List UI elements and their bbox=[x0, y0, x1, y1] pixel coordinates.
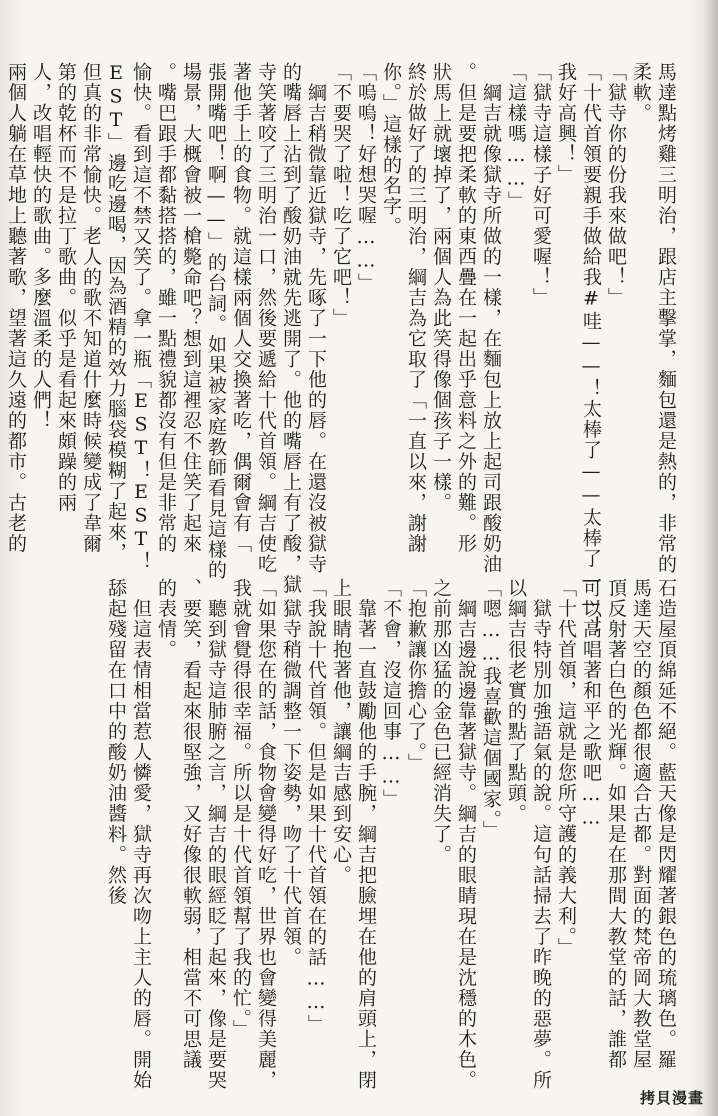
text-line: 可以高唱著和平之歌吧…… bbox=[580, 578, 602, 830]
text-line: 「不要哭了啦！吃了它吧！」 bbox=[330, 62, 352, 329]
text-line: 愉快。看到這不禁又笑了。拿一瓶「EST！EST！ bbox=[130, 62, 152, 572]
text-line: 聽到獄寺這肺腑之言，綱吉的眼經眨了起來，像是要哭 bbox=[205, 578, 227, 1091]
text-line: 「如果您在的話，食物會變得好吃，世界也會變得美麗， bbox=[255, 578, 277, 1091]
text-line: 「十代首領要親手做給我#哇——！太棒了——太棒了——！ bbox=[580, 62, 602, 637]
text-block-bottom bbox=[103, 578, 678, 1091]
text-line: 舔起殘留在口中的酸奶油醬料。然後 bbox=[105, 578, 127, 906]
text-line: 「嗚嗚！好想哭喔……」 bbox=[355, 62, 377, 294]
text-line: 場景，大概會被一槍斃命吧？想到這裡忍不住笑了起來 bbox=[180, 62, 202, 554]
text-line: 你。」這樣的名字。 bbox=[380, 62, 402, 237]
text-line: 的表情。 bbox=[155, 578, 177, 660]
text-line: 獄寺稍微調整一下姿勢，吻了十代首領。 bbox=[280, 578, 302, 968]
text-line: 石造屋頂綿延不絕。藍天像是閃耀著銀色的琉璃色。羅 bbox=[655, 578, 677, 1070]
text-line: EST」邊吃邊喝，因為酒精的效力腦袋模糊了起來， bbox=[105, 62, 127, 563]
text-line: 。嘴巴跟手都黏搭搭的，雖一點禮貌都沒有但是非常的 bbox=[155, 62, 177, 554]
text-line: 終於做好了的三明治，綱吉為它取了「一直以來，謝謝 bbox=[405, 62, 427, 554]
text-line: 綱吉稍微靠近獄寺，先啄了一下他的唇。在還沒被獄寺 bbox=[305, 62, 327, 575]
text-line: 柔軟。 bbox=[630, 62, 652, 124]
text-line: 綱吉邊說邊靠著獄寺。綱吉的眼睛現在是沈穩的木色。 bbox=[455, 578, 477, 1091]
text-line: 我好高興！」 bbox=[555, 62, 577, 185]
text-line: 張開嘴吧！啊——」的台詞。如果被家庭教師看見這樣的 bbox=[205, 62, 227, 581]
text-line: 著他手上的食物。就這樣兩個人交換著吃，偶爾會有「 bbox=[230, 62, 252, 554]
text-line: 、要笑，看起來很堅強，又好像很軟弱，相當不可思議 bbox=[180, 578, 202, 1070]
text-line: 寺笑著咬了三明治一口，然後要遞給十代首領。綱吉使吃 bbox=[255, 62, 277, 575]
text-line: 「我說十代首領。但是如果十代首領在的話……」 bbox=[305, 578, 327, 1035]
text-line: 「獄寺你的份我來做吧！」 bbox=[605, 62, 627, 308]
text-line: 「這樣嗎……」 bbox=[505, 62, 527, 212]
text-line: 第的乾杯而不是拉丁歌曲。似乎是看起來頗躁的兩 bbox=[55, 62, 77, 513]
text-line: 但這表情相當惹人憐愛，獄寺再次吻上主人的唇。開始 bbox=[130, 578, 152, 1091]
text-line: 頂反射著白色的光輝。如果是在那間大教堂的話，誰都 bbox=[605, 578, 627, 1070]
text-line: 獄寺特別加強語氣的說。這句話掃去了昨晚的惡夢。所 bbox=[530, 578, 552, 1091]
text-line: 綱吉就像獄寺所做的一樣，在麵包上放上起司跟酸奶油 bbox=[480, 62, 502, 575]
text-line: 「獄寺這樣子好可愛喔！」 bbox=[530, 62, 552, 308]
text-line: 「十代首領，這就是您所守護的義大利。」 bbox=[555, 578, 577, 958]
text-line: 。但是要把柔軟的東西疊在一起出乎意料之外的難。形 bbox=[455, 62, 477, 554]
text-line: 「不會，沒這回事……」 bbox=[380, 578, 402, 810]
text-line: 我就會覺得很幸福。所以是十代首領幫了我的忙。」 bbox=[230, 578, 252, 1040]
text-line: 之前那凶猛的金色已經消失了。 bbox=[430, 578, 452, 865]
text-line: 馬達天空的顏色都很適合古都。對面的梵帝岡大教堂屋 bbox=[630, 578, 652, 1070]
watermark-logo: 拷貝漫畫 bbox=[639, 1089, 704, 1107]
text-line: 上眼睛抱著他，讓綱吉感到安心。 bbox=[330, 578, 352, 886]
text-line: 但真的非常愉快。老人的歌不知道什麼時候變成了韋爾 bbox=[80, 62, 102, 554]
text-line: 「嗯……我喜歡這個國家。」 bbox=[480, 578, 502, 841]
text-line: 狀馬上就壞掉了，兩個人為此笑得像個孩子一樣。 bbox=[430, 62, 452, 513]
text-line: 靠著一直鼓勵他的手腕，綱吉把臉埋在他的肩頭上，閉 bbox=[355, 578, 377, 1091]
text-line: 人，改唱輕快的歌曲。多麼溫柔的人們！ bbox=[30, 62, 52, 431]
text-line: 以綱吉很老實的點了點頭。 bbox=[505, 578, 527, 824]
text-line: 馬達點烤雞三明治，跟店主擊掌，麵包還是熱的，非常的 bbox=[655, 62, 677, 575]
text-line: 兩個人躺在草地上聽著歌，望著這久遠的都市。古老的 bbox=[5, 62, 27, 554]
text-line: 「抱歉讓你擔心了。」 bbox=[405, 578, 427, 774]
page-fold-shadow bbox=[704, 0, 718, 1116]
text-line: 的嘴唇上沾到了酸奶油就先逃開了。他的嘴唇上有了酸，獄 bbox=[280, 62, 302, 595]
